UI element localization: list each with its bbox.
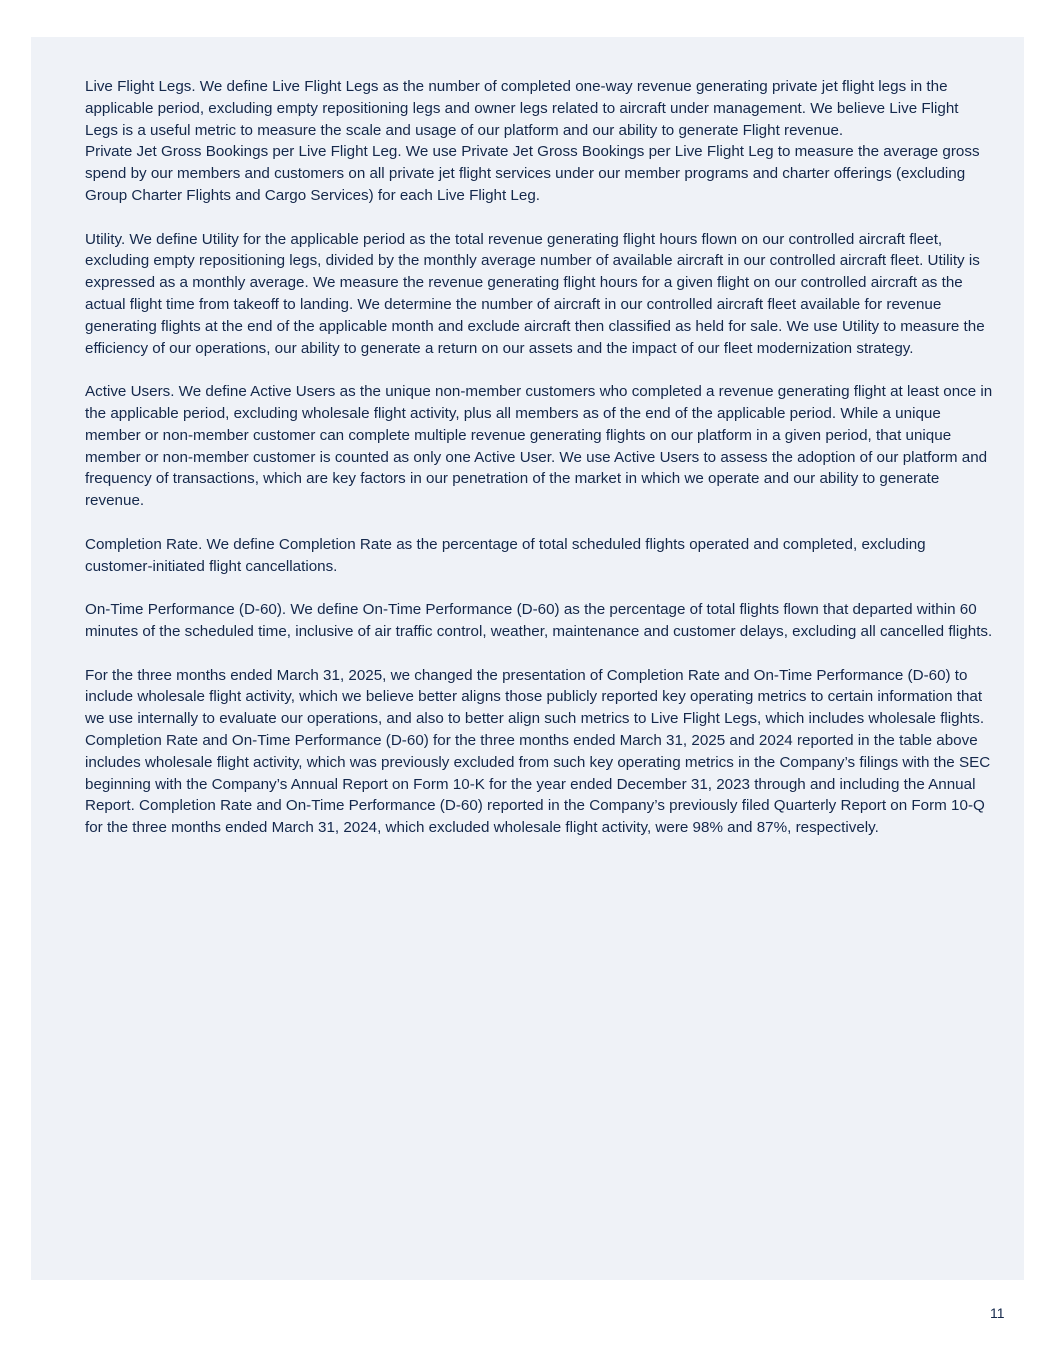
paragraph-on-time-performance: On-Time Performance (D-60). We define On-Time Performance (D-60) as the percentage of total flights flown that departed within 60 minutes of the scheduled time, inclusive of air traffic control, weather, maintenance and customer delays, excluding all cancelled flights.: [85, 601, 993, 640]
paragraph-gross-bookings-per-leg: Private Jet Gross Bookings per Live Flight Leg. We use Private Jet Gross Bookings per Live Flight Leg to measure the average gross spend by our members and customers on all private jet flight services under our member programs and charter offerings (excluding Group Charter Flights and Cargo Services) for each Live Flight Leg.: [85, 143, 980, 204]
page-number: 11: [990, 1305, 1005, 1321]
paragraph-active-users: Active Users. We define Active Users as the unique non-member customers who completed a revenue generating flight at least once in the applicable period, excluding wholesale flight activity, plus all members as of the end of the applicable period. While a unique member or non-member customer can complete multiple revenue generating flights on our platform in a given period, that unique member or non-member customer is counted as only one Active User. We use Active Users to assess the adoption of our platform and frequency of transactions, which are key factors in our penetration of the market in which we operate and our ability to generate revenue.: [85, 383, 993, 510]
document-body: [85, 76, 995, 839]
paragraph-live-flight-legs: Live Flight Legs. We define Live Flight Legs as the number of completed one-way revenue generating private jet flight legs in the applicable period, excluding empty repositioning legs and owner legs related to aircraft under management. We believe Live Flight Legs is a useful metric to measure the scale and usage of our platform and our ability to generate Flight revenue.: [85, 78, 959, 139]
paragraph-completion-rate: Completion Rate. We define Completion Rate as the percentage of total scheduled flights operated and completed, excluding customer-initiated flight cancellations.: [85, 535, 926, 575]
paragraph-utility: Utility. We define Utility for the applicable period as the total revenue generating flight hours flown on our controlled aircraft fleet, excluding empty repositioning legs, divided by the monthly average number of available aircraft in our controlled aircraft fleet. Utility is expressed as a monthly average. We measure the revenue generating flight hours for a given flight on our controlled aircraft as the actual flight time from takeoff to landing. We determine the number of aircraft in our controlled aircraft fleet available for revenue generating flights at the end of the applicable month and exclude aircraft then classified as held for sale. We use Utility to measure the efficiency of our operations, our ability to generate a return on our assets and the impact of our fleet modernization strategy.: [85, 230, 985, 357]
paragraph-presentation-change: For the three months ended March 31, 2025, we changed the presentation of Completion Rate and On-Time Performance (D-60) to include wholesale flight activity, which we believe better aligns those publicly reported key operating metrics to certain information that we use internally to evaluate our operations, and also to better align such metrics to Live Flight Legs, which includes wholesale flights. Completion Rate and On-Time Performance (D-60) for the three months ended March 31, 2025 and 2024 reported in the table above includes wholesale flight activity, which was previously excluded from such key operating metrics in the Company’s filings with the SEC beginning with the Company’s Annual Report on Form 10-K for the year ended December 31, 2023 through and including the Annual Report. Completion Rate and On-Time Performance (D-60) reported in the Company’s previously filed Quarterly Report on Form 10-Q for the three months ended March 31, 2024, which excluded wholesale flight activity, were 98% and 87%, respectively.: [85, 666, 991, 837]
